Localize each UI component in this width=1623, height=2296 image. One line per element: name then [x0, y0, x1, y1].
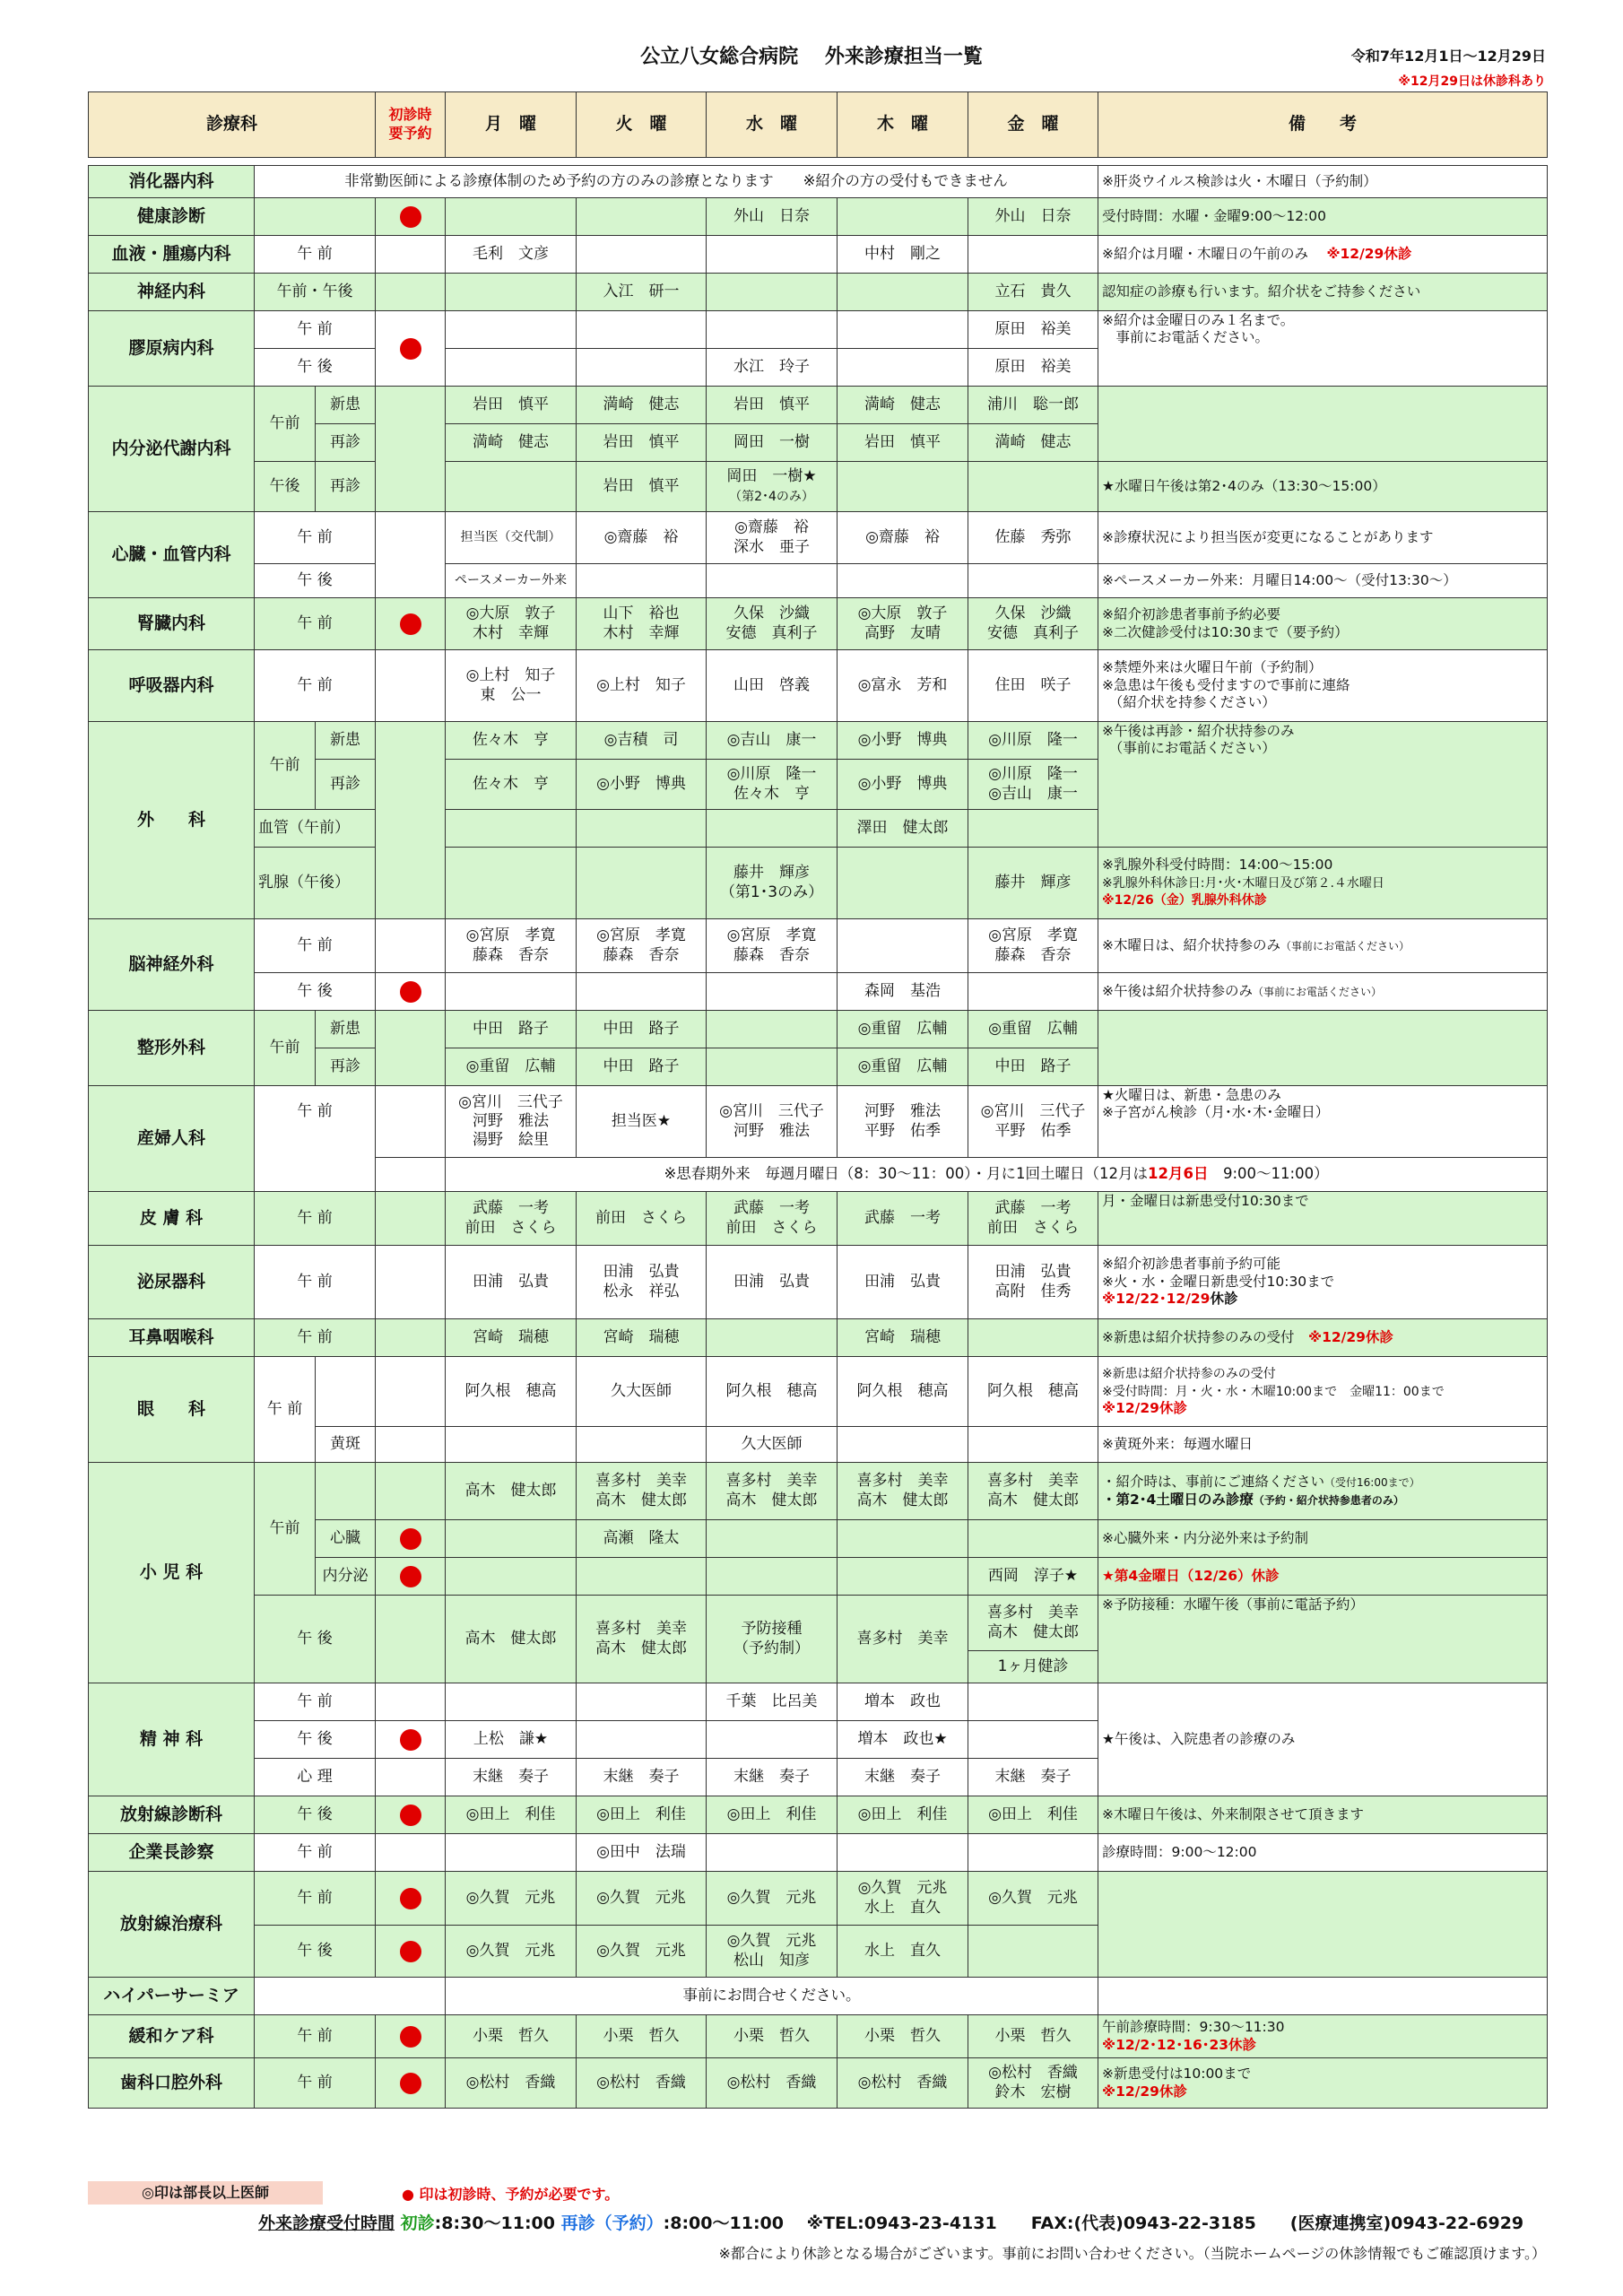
cell-mon: ◎重留 広輔: [446, 1048, 577, 1086]
reservation-dot-icon: [400, 206, 421, 228]
cell-mon: ◎久賀 元兆: [446, 1872, 577, 1926]
cell-thu: 武藤 一考: [838, 1192, 968, 1246]
sub-label: 再診: [316, 760, 376, 810]
time-label: 午 後: [255, 564, 376, 598]
header-notes: 備 考: [1098, 92, 1548, 158]
row-shoka: [89, 166, 1548, 198]
cell-mon: 田浦 弘貴: [446, 1246, 577, 1319]
cell-tue: 宮崎 瑞穂: [577, 1319, 707, 1357]
time-label: 午後: [255, 462, 316, 512]
dept-label: 皮 膚 科: [89, 1192, 255, 1246]
notes-cell: ※黄斑外来：毎週水曜日: [1098, 1427, 1548, 1463]
wide-note: 事前にお問合せください。: [446, 1978, 1098, 2015]
cell-mon: ◎宮川 三代子 河野 雅法 湯野 絵里: [446, 1086, 577, 1158]
cell-tue: 中田 路子: [577, 1048, 707, 1086]
cell-mon: 末継 奏子: [446, 1759, 577, 1796]
notes-cell: ★第4金曜日（12/26）休診: [1098, 1558, 1548, 1596]
cell-wed: 阿久根 穂高: [707, 1357, 838, 1427]
row-kogen-am: [89, 311, 1548, 349]
notes-cell: ※木曜日は、紹介状持参のみ（事前にお電話ください）: [1098, 919, 1548, 973]
time-label: 午 前: [255, 919, 376, 973]
cell-wed: 久大医師: [707, 1427, 838, 1463]
cell-thu: ◎小野 博典: [838, 722, 968, 760]
header-dept: 診療科: [89, 92, 376, 158]
row-naibunpi-pm: [89, 462, 1548, 512]
time-label: 心 理: [255, 1759, 376, 1796]
cell-fri: 原田 裕美: [968, 311, 1098, 349]
cell-fri: 喜多村 美幸 高木 健太郎: [968, 1596, 1098, 1651]
dept-label: 神経内科: [89, 274, 255, 311]
time-label: 午 前: [255, 1683, 376, 1721]
time-label: 午 前: [255, 2058, 376, 2109]
sub-label: 心臓: [316, 1520, 376, 1558]
notes-cell: ※午後は再診・紹介状持参のみ （事前にお電話ください）: [1098, 722, 1548, 848]
cell-fri: ◎宮川 三代子 平野 佑季: [968, 1086, 1098, 1158]
time-label: 午 前: [255, 598, 376, 650]
notes-cell: 受付時間：水曜・金曜9:00～12:00: [1098, 198, 1548, 236]
row-seikei-new: [89, 1011, 1548, 1048]
cell-fri: 佐藤 秀弥: [968, 512, 1098, 564]
cell-fri: 武藤 一考 前田 さくら: [968, 1192, 1098, 1246]
cell-tue: ◎上村 知子: [577, 650, 707, 722]
cell-mon: 武藤 一考 前田 さくら: [446, 1192, 577, 1246]
sub-label: 血管（午前）: [255, 810, 376, 848]
cell-tue: ◎田中 法瑞: [577, 1834, 707, 1872]
time-label: 午 前: [255, 1872, 376, 1926]
cell-thu: 満崎 健志: [838, 387, 968, 424]
wide-note: 非常勤医師による診療体制のため予約の方のみの診療となります ※紹介の方の受付もできません: [255, 166, 1098, 198]
cell-fri: 藤井 輝彦: [968, 848, 1098, 919]
reservation-dot-icon: [400, 613, 421, 635]
row-hoshasen: [89, 1796, 1548, 1834]
cell-wed: ◎松村 香織: [707, 2058, 838, 2109]
cell-tue: 喜多村 美幸 高木 健太郎: [577, 1596, 707, 1683]
contact-numbers: ※TEL:0943-23-4131 FAX:(代表)0943-22-3185 (医療連携室)0943-22-6929: [806, 2213, 1524, 2233]
reception-hours: 外来診療受付時間 初診:8:30～11:00 再診（予約）:8:00～11:00 ※TEL:0943-23-4131 FAX:(代表)0943-22-3185 (医療連携室)0943-22-6929: [258, 2213, 1524, 2233]
row-geka-new: [89, 722, 1548, 760]
cell-thu: 田浦 弘貴: [838, 1246, 968, 1319]
cell-tue: 岩田 慎平: [577, 424, 707, 462]
cell-tue: ◎小野 博典: [577, 760, 707, 810]
time-label: 午 前: [255, 512, 376, 564]
cell-thu: 喜多村 美幸: [838, 1596, 968, 1683]
cell-tue: 小栗 哲久: [577, 2015, 707, 2058]
notes-cell: ※乳腺外科受付時間：14:00～15:00 ※乳腺外科休診日:月･火･木曜日及び第２.４水曜日 ※12/26（金）乳腺外科休診: [1098, 848, 1548, 919]
dept-label: 呼吸器内科: [89, 650, 255, 722]
row-geka-nyusen: [89, 848, 1548, 919]
cell-fri: ◎川原 隆一 ◎吉山 康一: [968, 760, 1098, 810]
cell-thu: 小栗 哲久: [838, 2015, 968, 2058]
dept-label: 眼 科: [89, 1357, 255, 1463]
cell-tue: ◎松村 香織: [577, 2058, 707, 2109]
row-noshinkei-pm: [89, 973, 1548, 1011]
cell-wed: 岡田 一樹★ （第2･4のみ）: [707, 462, 838, 512]
cell-thu: 増本 政也: [838, 1683, 968, 1721]
notes-cell: ※新患は紹介状持参のみの受付 ※受付時間：月・火・水・木曜10:00まで 金曜11：00まで ※12/29休診: [1098, 1357, 1548, 1427]
notes-cell: ※新患は紹介状持参のみの受付 ※12/29休診: [1098, 1319, 1548, 1357]
notes-cell: ※禁煙外来は火曜日午前（予約制） ※急患は午後も受付ますので事前に連絡 （紹介状を持参ください）: [1098, 650, 1548, 722]
cell-mon: 満崎 健志: [446, 424, 577, 462]
reservation-dot-icon: [400, 2026, 421, 2048]
hours-re: 再診（予約）: [560, 2213, 664, 2233]
cell-thu: 増本 政也★: [838, 1721, 968, 1759]
sub-label: 新患: [316, 722, 376, 760]
sub-label: 黄斑: [316, 1427, 376, 1463]
cell-thu: ◎齋藤 裕: [838, 512, 968, 564]
row-ganka: [89, 1357, 1548, 1427]
sub-label: 新患: [316, 387, 376, 424]
cell-mon: 上松 謙★: [446, 1721, 577, 1759]
reservation-dot-icon: [400, 338, 421, 360]
cell-wed: ◎田上 利佳: [707, 1796, 838, 1834]
cell-fri: ◎久賀 元兆: [968, 1872, 1098, 1926]
notes-cell: 月・金曜日は新患受付10:30まで: [1098, 1192, 1548, 1246]
schedule-table: [88, 91, 1548, 2109]
cell-wed: 岩田 慎平: [707, 387, 838, 424]
cell-mon: ペースメーカー外来: [446, 564, 577, 598]
cell-wed: 久保 沙織 安德 真利子: [707, 598, 838, 650]
cell-fri: 原田 裕美: [968, 349, 1098, 387]
notes-cell: 診療時間：9:00～12:00: [1098, 1834, 1548, 1872]
cell-wed: 小栗 哲久: [707, 2015, 838, 2058]
cell-thu: 森岡 基浩: [838, 973, 968, 1011]
cell-wed: 武藤 一考 前田 さくら: [707, 1192, 838, 1246]
cell-wed: ◎川原 隆一 佐々木 亨: [707, 760, 838, 810]
row-seishin-am: [89, 1683, 1548, 1721]
page-title: 公立八女総合病院 外来診療担当一覧: [640, 46, 983, 68]
cell-wed: 喜多村 美幸 高木 健太郎: [707, 1463, 838, 1520]
notes-cell: ※予防接種：水曜午後（事前に電話予約）: [1098, 1596, 1548, 1683]
reservation-dot-icon: [400, 1805, 421, 1826]
row-sanfujin: [89, 1086, 1548, 1158]
cell-thu: ◎田上 利佳: [838, 1796, 968, 1834]
header-mon: 月 曜: [446, 92, 577, 158]
cell-mon: 阿久根 穂高: [446, 1357, 577, 1427]
cell-thu: ◎富永 芳和: [838, 650, 968, 722]
closed-note: ※12月29日は休診科あり: [1398, 74, 1546, 89]
reservation-dot-icon: [400, 1729, 421, 1751]
dept-label: 膠原病内科: [89, 311, 255, 387]
cell-tue: 岩田 慎平: [577, 462, 707, 512]
cell-fri: 久保 沙織 安德 真利子: [968, 598, 1098, 650]
dept-label: 緩和ケア科: [89, 2015, 255, 2058]
cell-thu: 喜多村 美幸 高木 健太郎: [838, 1463, 968, 1520]
row-hinyo: [89, 1246, 1548, 1319]
cell-thu: 中村 剛之: [838, 236, 968, 274]
cell-mon: 佐々木 亨: [446, 760, 577, 810]
hours-label: 外来診療受付時間: [258, 2213, 395, 2233]
cell-tue: ◎齋藤 裕: [577, 512, 707, 564]
notes-cell: ※診療状況により担当医が変更になることがあります: [1098, 512, 1548, 564]
sub-label: 再診: [316, 1048, 376, 1086]
header-wed: 水 曜: [707, 92, 838, 158]
row-ketsueki: [89, 236, 1548, 274]
time-label: 午前・午後: [255, 274, 376, 311]
header-req: 初診時 要予約: [376, 92, 446, 158]
cell-wed: ◎久賀 元兆: [707, 1872, 838, 1926]
row-kenko: [89, 198, 1548, 236]
header-tue: 火 曜: [577, 92, 707, 158]
time-label: 午 前: [255, 1086, 376, 1192]
dept-label: 腎臓内科: [89, 598, 255, 650]
cell-thu: 澤田 健太郎: [838, 810, 968, 848]
notes-cell: ※紹介は金曜日のみ１名まで。 事前にお電話ください。: [1098, 311, 1548, 387]
cell-tue: 満崎 健志: [577, 387, 707, 424]
cell-fri: ◎川原 隆一: [968, 722, 1098, 760]
cell-thu: ◎大原 敦子 高野 友晴: [838, 598, 968, 650]
cell-fri: 阿久根 穂高: [968, 1357, 1098, 1427]
time-label: 午前: [255, 1463, 316, 1596]
row-shika: [89, 2058, 1548, 2109]
cell-fri: 田浦 弘貴 高附 佳秀: [968, 1246, 1098, 1319]
time-label: 午 前: [255, 236, 376, 274]
footnote: ※都合により休診となる場合がございます。事前にお問い合わせください。（当院ホームページの休診情報でもご確認頂けます。）: [718, 2245, 1546, 2262]
row-kanwa: [89, 2015, 1548, 2058]
header-fri: 金 曜: [968, 92, 1098, 158]
row-kigyo: [89, 1834, 1548, 1872]
row-chiryo-am: [89, 1872, 1548, 1926]
notes-cell: ★火曜日は、新患・急患のみ ※子宮がん検診（月･水･木･金曜日）: [1098, 1086, 1548, 1158]
dept-label: 放射線治療科: [89, 1872, 255, 1978]
cell-wed: 外山 日奈: [707, 198, 838, 236]
notes-cell: ※紹介初診患者事前予約可能 ※火・水・金曜日新患受付10:30まで ※12/22･12/29休診: [1098, 1246, 1548, 1319]
notes-cell: ★水曜日午後は第2･4のみ（13:30～15:00）: [1098, 462, 1548, 512]
cell-fri: ◎松村 香織 鈴木 宏樹: [968, 2058, 1098, 2109]
cell-wed: 山田 啓義: [707, 650, 838, 722]
cell-mon: 佐々木 亨: [446, 722, 577, 760]
cell-fri: 末継 奏子: [968, 1759, 1098, 1796]
notes-cell: ・紹介時は、事前にご連絡ください（受付16:00まで） ・第2･4土曜日のみ診療（予約・紹介状持参患者のみ）: [1098, 1463, 1548, 1520]
cell-wed: ◎宮川 三代子 河野 雅法: [707, 1086, 838, 1158]
legend-first: ● 印は初診時、予約が必要です。: [402, 2186, 620, 2203]
date-range: 令和7年12月1日～12月29日: [1350, 48, 1546, 65]
cell-thu: ◎久賀 元兆 水上 直久: [838, 1872, 968, 1926]
cell-tue: ◎田上 利佳: [577, 1796, 707, 1834]
cell-tue: 末継 奏子: [577, 1759, 707, 1796]
cell-mon: 高木 健太郎: [446, 1463, 577, 1520]
cell-mon: 担当医（交代制）: [446, 512, 577, 564]
notes-cell: 認知症の診療も行います。紹介状をご持参ください: [1098, 274, 1548, 311]
cell-fri: 浦川 聡一郎: [968, 387, 1098, 424]
cell-tue: ◎久賀 元兆: [577, 1872, 707, 1926]
time-label: 午 前: [255, 2015, 376, 2058]
cell-tue: ◎久賀 元兆: [577, 1926, 707, 1978]
time-label: 午 前: [255, 650, 376, 722]
dept-label: 歯科口腔外科: [89, 2058, 255, 2109]
cell-mon: ◎田上 利佳: [446, 1796, 577, 1834]
cell-mon: ◎大原 敦子 木村 幸輝: [446, 598, 577, 650]
row-shoni-am: [89, 1463, 1548, 1520]
reservation-dot-icon: [400, 1941, 421, 1962]
cell-wed: 田浦 弘貴: [707, 1246, 838, 1319]
cell-thu: ◎重留 広輔: [838, 1048, 968, 1086]
time-label: 午 後: [255, 1796, 376, 1834]
cell-wed: 末継 奏子: [707, 1759, 838, 1796]
dept-label: 脳神経外科: [89, 919, 255, 1011]
cell-mon: ◎上村 知子 東 公一: [446, 650, 577, 722]
cell-tue: 田浦 弘貴 松永 祥弘: [577, 1246, 707, 1319]
cell-fri: 満崎 健志: [968, 424, 1098, 462]
legend-boss: ◎印は部長以上医師: [88, 2181, 323, 2205]
cell-wed: 千葉 比呂美: [707, 1683, 838, 1721]
dept-label: 血液・腫瘍内科: [89, 236, 255, 274]
dept-label: 外 科: [89, 722, 255, 919]
row-jibi: [89, 1319, 1548, 1357]
dept-label: ハイパーサーミア: [89, 1978, 255, 2015]
reservation-dot-icon: [400, 1528, 421, 1550]
reservation-dot-icon: [400, 1566, 421, 1587]
cell-thu: 河野 雅法 平野 佑季: [838, 1086, 968, 1158]
time-label: 午 前: [255, 1357, 316, 1463]
time-label: 午 前: [255, 1246, 376, 1319]
row-shoni-pm: [89, 1596, 1548, 1651]
notes-cell: ※新患受付は10:00まで ※12/29休診: [1098, 2058, 1548, 2109]
dept-label: 産婦人科: [89, 1086, 255, 1192]
dept-label: 心臓・血管内科: [89, 512, 255, 598]
cell-tue: 担当医★: [577, 1086, 707, 1158]
cell-thu: ◎小野 博典: [838, 760, 968, 810]
row-shinkei: [89, 274, 1548, 311]
cell-thu: ◎重留 広輔: [838, 1011, 968, 1048]
dept-label: 内分泌代謝内科: [89, 387, 255, 512]
cell-tue: 中田 路子: [577, 1011, 707, 1048]
notes-cell: ※紹介は月曜・木曜日の午前のみ ※12/29休診: [1098, 236, 1548, 274]
row-hyper: [89, 1978, 1548, 2015]
notes-cell: ※午後は紹介状持参のみ（事前にお電話ください）: [1098, 973, 1548, 1011]
sub-label: 新患: [316, 1011, 376, 1048]
time-label: 午 前: [255, 311, 376, 349]
cell-fri: 小栗 哲久: [968, 2015, 1098, 2058]
time-label: 午前: [255, 722, 316, 810]
cell-thu: 阿久根 穂高: [838, 1357, 968, 1427]
sub-label: 乳腺（午後）: [255, 848, 376, 919]
cell-mon: 小栗 哲久: [446, 2015, 577, 2058]
notes-cell: ※心臓外来・内分泌外来は予約制: [1098, 1520, 1548, 1558]
time-label: 午前: [255, 387, 316, 462]
notes-cell: 午前診療時間：9:30～11:30 ※12/2･12･16･23休診: [1098, 2015, 1548, 2058]
hours-first: 初診: [400, 2213, 435, 2233]
dept-label: 企業長診察: [89, 1834, 255, 1872]
row-shinzo-am: [89, 512, 1548, 564]
dept-label: 健康診断: [89, 198, 255, 236]
time-label: 午 後: [255, 1721, 376, 1759]
sub-label: 再診: [316, 424, 376, 462]
cell-wed: ◎吉山 康一: [707, 722, 838, 760]
cell-wed: ◎宮原 孝寛 藤森 香奈: [707, 919, 838, 973]
cell-fri: 中田 路子: [968, 1048, 1098, 1086]
reservation-dot-icon: [400, 2073, 421, 2094]
cell-tue: 山下 裕也 木村 幸輝: [577, 598, 707, 650]
row-jinzo: [89, 598, 1548, 650]
time-label: 午 前: [255, 1834, 376, 1872]
time-label: 午 後: [255, 349, 376, 387]
dept-label: 精 神 科: [89, 1683, 255, 1796]
header-row: [89, 92, 1548, 158]
cell-tue: 高瀬 隆太: [577, 1520, 707, 1558]
cell-wed: 予防接種 （予約制）: [707, 1596, 838, 1683]
cell-fri: 西岡 淳子★: [968, 1558, 1098, 1596]
time-label: 午 後: [255, 1596, 376, 1683]
row-shinzo-pm: [89, 564, 1548, 598]
cell-tue: ◎吉積 司: [577, 722, 707, 760]
notes-cell: ※肝炎ウイルス検診は火・木曜日（予約制）: [1098, 166, 1548, 198]
cell-wed: 水江 玲子: [707, 349, 838, 387]
time-label: 午 後: [255, 973, 376, 1011]
cell-mon: ◎宮原 孝寛 藤森 香奈: [446, 919, 577, 973]
notes-cell: ※紹介初診患者事前予約必要 ※二次健診受付は10:30まで（要予約）: [1098, 598, 1548, 650]
wide-note: ※思春期外来 毎週月曜日（8：30～11：00）・月に1回土曜日（12月は12月6日 9:00～11:00）: [446, 1158, 1548, 1192]
cell-fri: ◎重留 広輔: [968, 1011, 1098, 1048]
cell-fri: ◎田上 利佳: [968, 1796, 1098, 1834]
row-naibunpi-new: [89, 387, 1548, 424]
dept-label: 放射線診断科: [89, 1796, 255, 1834]
cell-tue: ◎宮原 孝寛 藤森 香奈: [577, 919, 707, 973]
time-label: 午前: [255, 1011, 316, 1086]
cell-fri: 立石 貴久: [968, 274, 1098, 311]
cell-thu: 宮崎 瑞穂: [838, 1319, 968, 1357]
cell-fri: 1ヶ月健診: [968, 1651, 1098, 1683]
row-hifu: [89, 1192, 1548, 1246]
sub-label: 再診: [316, 462, 376, 512]
time-label: 午 前: [255, 1319, 376, 1357]
dept-label: 消化器内科: [89, 166, 255, 198]
reservation-dot-icon: [400, 1888, 421, 1909]
cell-wed: ◎齋藤 裕 深水 亜子: [707, 512, 838, 564]
cell-thu: ◎松村 香織: [838, 2058, 968, 2109]
cell-fri: 外山 日奈: [968, 198, 1098, 236]
cell-wed: 岡田 一樹: [707, 424, 838, 462]
cell-mon: 岩田 慎平: [446, 387, 577, 424]
cell-wed: ◎久賀 元兆 松山 知彦: [707, 1926, 838, 1978]
row-kokyuki: [89, 650, 1548, 722]
row-noshinkei-am: [89, 919, 1548, 973]
cell-mon: ◎松村 香織: [446, 2058, 577, 2109]
reservation-dot-icon: [400, 981, 421, 1003]
cell-mon: 宮崎 瑞穂: [446, 1319, 577, 1357]
dept-label: 耳鼻咽喉科: [89, 1319, 255, 1357]
cell-thu: 水上 直久: [838, 1926, 968, 1978]
notes-cell: ★午後は、入院患者の診療のみ: [1098, 1683, 1548, 1796]
dept-label: 小 児 科: [89, 1463, 255, 1683]
cell-mon: 高木 健太郎: [446, 1596, 577, 1683]
cell-mon: 中田 路子: [446, 1011, 577, 1048]
cell-wed: 藤井 輝彦 （第1･3のみ）: [707, 848, 838, 919]
cell-fri: 喜多村 美幸 高木 健太郎: [968, 1463, 1098, 1520]
dept-label: 整形外科: [89, 1011, 255, 1086]
cell-mon: ◎久賀 元兆: [446, 1926, 577, 1978]
cell-fri: ◎宮原 孝寛 藤森 香奈: [968, 919, 1098, 973]
cell-thu: 末継 奏子: [838, 1759, 968, 1796]
sub-label: 内分泌: [316, 1558, 376, 1596]
cell-thu: 岩田 慎平: [838, 424, 968, 462]
cell-tue: 入江 研一: [577, 274, 707, 311]
cell-tue: 久大医師: [577, 1357, 707, 1427]
notes-cell: ※ペースメーカー外来：月曜日14:00～（受付13:30～）: [1098, 564, 1548, 598]
cell-mon: 毛利 文彦: [446, 236, 577, 274]
time-label: 午 後: [255, 1926, 376, 1978]
notes-cell: ※木曜日午後は、外来制限させて頂きます: [1098, 1796, 1548, 1834]
time-label: 午 前: [255, 1192, 376, 1246]
cell-tue: 喜多村 美幸 高木 健太郎: [577, 1463, 707, 1520]
header-thu: 木 曜: [838, 92, 968, 158]
cell-fri: 住田 咲子: [968, 650, 1098, 722]
dept-label: 泌尿器科: [89, 1246, 255, 1319]
cell-tue: 前田 さくら: [577, 1192, 707, 1246]
